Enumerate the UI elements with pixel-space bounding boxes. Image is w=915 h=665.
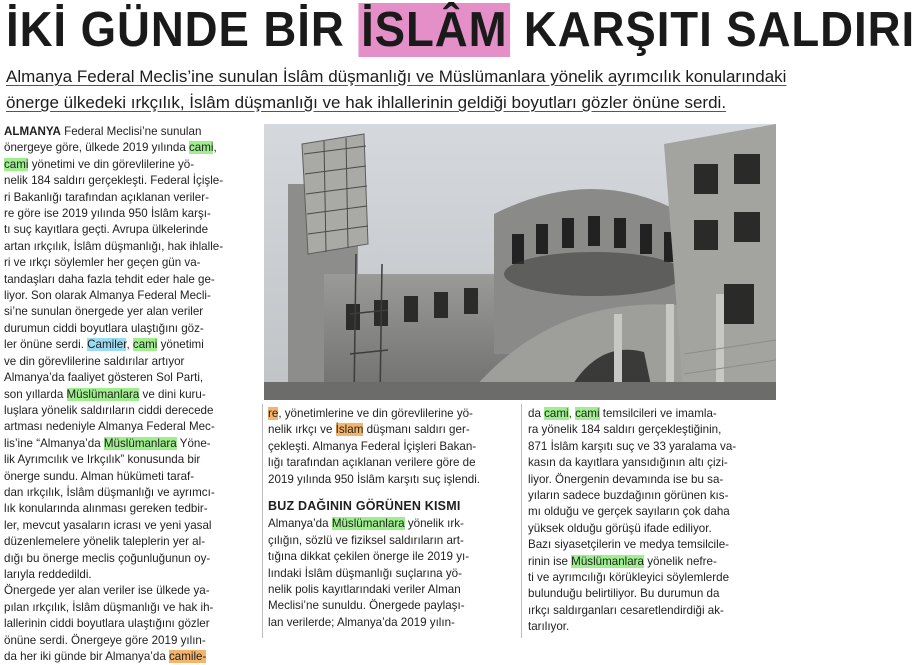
text-segment: lik Ayrımcılık ve Irkçılık” konusunda bir: [4, 453, 201, 467]
article-deck: [6, 64, 787, 116]
text-line: [4, 518, 256, 534]
text-segment: ve dini kuru-: [139, 387, 206, 401]
text-segment: lis’ine “Almanya’da: [4, 436, 104, 450]
text-segment: düşmanı saldırı ger-: [363, 423, 470, 437]
text-segment: tarılıyor.: [528, 620, 570, 634]
text-segment: da her iki günde bir Almanya’da: [4, 650, 169, 663]
text-segment: pılan ırkçılık, İslâm düşmanlığı ve hak ih-: [4, 600, 214, 614]
text-segment: önergeye göre, ülkede 2019 yılında: [4, 141, 189, 155]
article-column-2: [268, 406, 514, 631]
text-line: [4, 633, 256, 649]
highlighted-word: Müslümanlara: [66, 387, 140, 401]
text-line: [4, 288, 256, 304]
text-segment: çekleşti. Almanya Federal İçişleri Bakan-: [268, 439, 477, 453]
text-line: [528, 488, 774, 504]
text-line: [268, 598, 514, 614]
highlighted-word: re: [268, 407, 279, 420]
text-line: [268, 516, 514, 532]
column-rule: [521, 404, 522, 638]
text-segment: larıyla reddedildi.: [4, 567, 92, 581]
text-segment: rinin ise: [528, 554, 572, 568]
text-line: [4, 222, 256, 238]
headline-highlight: İSLÂM: [358, 3, 510, 57]
text-line: [4, 206, 256, 222]
text-line: [4, 485, 256, 501]
deck-line: önerge ülkedeki ırkçılık, İslâm düşmanlığı ve hak ihlallerinin geldiği boyutları gözler önüne serdi.: [6, 93, 727, 112]
highlighted-word: cami: [189, 141, 214, 155]
text-segment: nelik 184 saldırı gerçekleşti. Federal İçişle-: [4, 174, 224, 188]
text-segment: yönetimi ve din görevlilerine yö-: [28, 157, 195, 171]
text-line: [528, 422, 774, 438]
text-line: [268, 566, 514, 582]
text-line: [528, 439, 774, 455]
text-line: [4, 419, 256, 435]
text-segment: durumun ciddi boyutlara ulaştığını göz-: [4, 321, 204, 335]
highlighted-word: Müslümanlara: [571, 554, 644, 568]
highlighted-word: Camiler: [87, 338, 127, 352]
text-segment: artan ırkçılık, İslâm düşmanlığı, hak ihlalle-: [4, 239, 224, 253]
text-segment: ler, mevcut yasaların icrası ve yeni yasal: [4, 518, 212, 532]
text-line: [4, 436, 256, 452]
text-line: [4, 583, 256, 599]
text-line: [4, 272, 256, 288]
text-segment: Almanya’da faaliyet gösteren Sol Parti,: [4, 371, 204, 385]
mosque-photo-illustration: [264, 124, 776, 400]
text-line: [268, 615, 514, 631]
text-segment: yönelik nefre-: [643, 554, 717, 568]
text-line: [4, 616, 256, 632]
text-segment: luşlara yönelik saldırıların ciddi derecede: [4, 403, 214, 417]
text-line: [528, 406, 774, 422]
text-line: [268, 455, 514, 471]
text-segment: lındaki İslâm düşmanlığı suçlarına yö-: [268, 566, 462, 580]
text-segment: lan verilerde; Almanya’da 2019 yılın-: [268, 615, 455, 629]
text-line: [528, 504, 774, 520]
text-line: [4, 124, 256, 140]
highlighted-word: cami: [544, 407, 569, 420]
text-segment: bulunduğu belirtiliyor. Bu durumun da: [528, 587, 720, 601]
highlighted-word: camile-: [169, 650, 207, 663]
text-segment: da: [528, 407, 545, 420]
text-segment: ,: [213, 141, 217, 155]
text-segment: önerge sundu. Alman hükümeti taraf-: [4, 469, 195, 483]
text-segment: nelik ırkçı ve: [268, 423, 336, 437]
text-segment: Meclisi’ne sunuldu. Önergede paylaşı-: [268, 599, 465, 613]
column-2-intro: [268, 406, 514, 488]
text-line: [4, 354, 256, 370]
text-segment: önüne serdi. Önergeye göre 2019 yılın-: [4, 633, 206, 647]
text-segment: çılığın, sözlü ve fiziksel saldırıların art-: [268, 533, 464, 547]
text-line: [268, 582, 514, 598]
text-segment: liyor. Son olarak Almanya Federal Mecli-: [4, 289, 211, 303]
highlighted-word: ALMANYA: [4, 125, 61, 138]
text-line: [528, 586, 774, 602]
text-line: [528, 455, 774, 471]
column-2-body: [268, 516, 514, 631]
text-segment: ler önüne serdi.: [4, 338, 88, 352]
text-line: [268, 472, 514, 488]
highlighted-word: cami: [4, 157, 29, 171]
highlighted-word: cami: [575, 407, 600, 420]
highlighted-word: cami: [132, 338, 158, 352]
text-segment: artması nedeniyle Almanya Federal Mec-: [4, 420, 215, 434]
text-segment: ri Bakanlığı tarafından açıklanan veriler-: [4, 190, 209, 204]
text-line: [268, 422, 514, 438]
text-line: [268, 439, 514, 455]
text-segment: ti ve ayrımcılığı körükleyici söylemlerde: [528, 571, 730, 585]
text-segment: son yıllarda: [4, 387, 67, 401]
text-line: [528, 554, 774, 570]
text-line: [528, 570, 774, 586]
article-column-3: [528, 406, 774, 636]
column-rule: [262, 404, 263, 638]
headline-text-before: İKİ GÜNDE BİR: [6, 3, 359, 57]
highlighted-word: Müslümanlara: [103, 436, 177, 450]
text-segment: lık konularında alınması gereken tedbir-: [4, 502, 208, 516]
text-line: [4, 567, 256, 583]
text-segment: ırkçı saldırganları cesaretlendirdiği ak-: [528, 603, 724, 617]
text-line: [4, 304, 256, 320]
text-line: [4, 255, 256, 271]
text-line: [4, 173, 256, 189]
text-segment: liyor. Önergenin devamında ise bu sa-: [528, 472, 724, 486]
section-subhead: BUZ DAĞININ GÖRÜNEN KISMI: [268, 499, 461, 514]
text-segment: lallerinin ciddi boyutlara ulaştığını gözler: [4, 617, 210, 631]
text-line: [4, 501, 256, 517]
text-segment: re göre ise 2019 yılında 950 İslâm karşı-: [4, 207, 211, 221]
text-line: [4, 370, 256, 386]
text-line: [528, 537, 774, 553]
text-segment: yönelik ırk-: [404, 517, 464, 531]
text-segment: nelik polis kayıtlarındaki veriler Alman: [268, 583, 461, 597]
text-segment: yönetimi: [157, 338, 204, 352]
text-line: [4, 190, 256, 206]
text-line: [4, 469, 256, 485]
text-line: [4, 321, 256, 337]
text-line: [528, 619, 774, 635]
text-segment: düzenlemelere yönelik taleplerin yer al-: [4, 535, 206, 549]
text-line: [528, 472, 774, 488]
text-line: [4, 452, 256, 468]
text-line: [4, 239, 256, 255]
text-segment: ve din görevlilerine saldırılar artıyor: [4, 354, 185, 368]
text-segment: Federal Meclisi’ne sunulan: [60, 125, 202, 138]
text-segment: yüksek olduğu görüşü ifade ediliyor.: [528, 521, 712, 535]
text-line: [4, 534, 256, 550]
highlighted-word: İslam: [335, 423, 364, 437]
text-line: [4, 649, 256, 665]
text-line: [268, 533, 514, 549]
text-line: [4, 157, 256, 173]
text-segment: 871 İslâm karşıtı suç ve 33 yaralama va-: [528, 439, 737, 453]
text-segment: tığına dikkat çekilen önerge ile 2019 yı-: [268, 550, 470, 564]
text-segment: Yöne-: [176, 436, 211, 450]
text-segment: dığı bu önerge meclis çoğunluğunun oy-: [4, 551, 211, 565]
text-line: [4, 403, 256, 419]
text-segment: temsilcileri ve imamla-: [599, 407, 717, 420]
text-line: [268, 549, 514, 565]
deck-line: Almanya Federal Meclis’ine sunulan İslâm düşmanlığı ve Müslümanlara yönelik ayrımcılık konularındaki: [6, 67, 787, 86]
text-line: [268, 406, 514, 422]
text-segment: Önergede yer alan veriler ise ülkede ya-: [4, 584, 210, 598]
text-line: [4, 387, 256, 403]
text-segment: Bazı siyasetçilerin ve medya temsilcile-: [528, 538, 730, 552]
headline: [6, 2, 915, 58]
text-segment: mı olduğu ve gerçek sayıların çok daha: [528, 505, 730, 519]
text-segment: ,: [568, 407, 576, 420]
text-segment: dan ırkçılık, İslâm düşmanlığı ve ayrımcı-: [4, 485, 215, 499]
text-segment: ra yönelik 184 saldırı gerçekleştiğinin,: [528, 423, 722, 437]
text-line: [4, 551, 256, 567]
text-segment: ,: [126, 338, 133, 352]
text-segment: tandaşları daha fazla tehdit eder hale ge-: [4, 272, 215, 286]
burned-mosque-photo: [264, 124, 776, 400]
text-segment: kasın da kayıtlara yansıdığının altı çizi-: [528, 456, 728, 470]
text-segment: si’ne sunulan önergede yer alan veriler: [4, 305, 204, 319]
text-segment: tı suç kayıtlara geçti. Avrupa ülkelerinde: [4, 223, 209, 237]
text-segment: yıların sadece buzdağının görünen kıs-: [528, 489, 729, 503]
text-line: [4, 337, 256, 353]
text-segment: 2019 yılında 950 İslâm karşıtı suç işlendi.: [268, 472, 481, 486]
headline-text-after: KARŞITI SALDIRI: [510, 3, 915, 57]
text-segment: ri ve ırkçı söylemler her geçen gün va-: [4, 256, 201, 270]
highlighted-word: Müslümanlara: [331, 517, 405, 531]
text-line: [528, 603, 774, 619]
text-line: [4, 140, 256, 156]
text-line: [4, 600, 256, 616]
article-column-1: [4, 124, 256, 665]
text-segment: , yönetimlerine ve din görevlilerine yö-: [278, 407, 473, 420]
text-line: [528, 521, 774, 537]
text-segment: lığı tarafından açıklanan verilere göre de: [268, 456, 476, 470]
text-segment: Almanya’da: [268, 517, 332, 531]
